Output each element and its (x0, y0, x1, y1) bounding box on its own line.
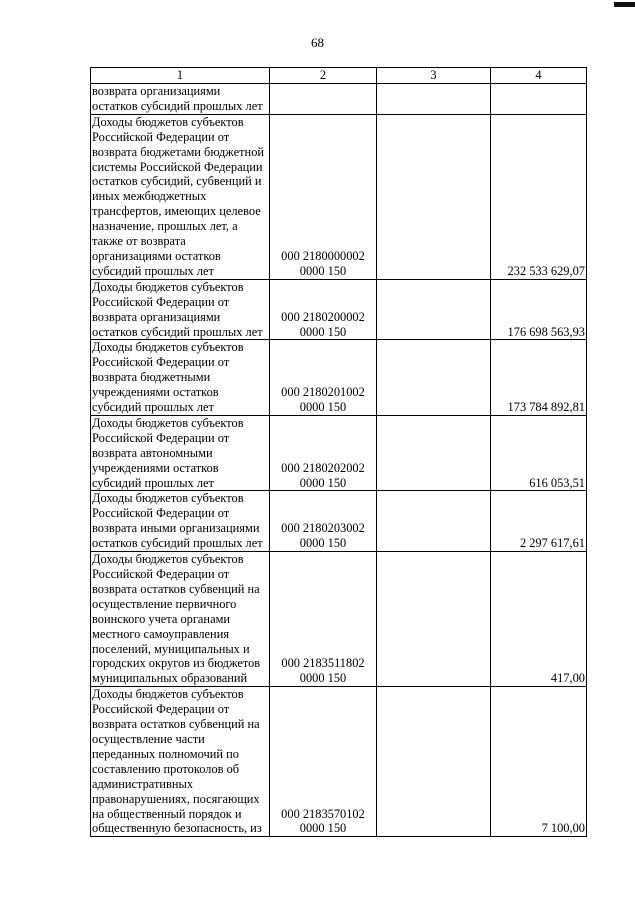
row-name: Доходы бюджетов субъектов Российской Федерации от возврата автономными учреждениями остатков субсидий прошлых лет (91, 415, 270, 491)
table-row (91, 279, 587, 340)
row-name: Доходы бюджетов субъектов Российской Федерации от возврата остатков субвенций на осуществление части переданных полномочий по составлению протоколов об административных правонарушениях, посягающих на общественный порядок и общественную безопасность, из (91, 687, 270, 837)
row-col3 (377, 279, 491, 340)
row-col3 (377, 687, 491, 837)
row-col3 (377, 415, 491, 491)
header-col-1: 1 (91, 68, 270, 84)
row-name: Доходы бюджетов субъектов Российской Федерации от возврата иными организациями остатков субсидий прошлых лет (91, 491, 270, 552)
row-name: Доходы бюджетов субъектов Российской Федерации от возврата бюджетами бюджетной системы Российской Федерации остатков субсидий, субвенций и иных межбюджетных трансфертов, имеющих целевое назначение, прошлых лет, а также от возврата организациями остатков субсидий прошлых лет (91, 114, 270, 279)
table-row (91, 552, 587, 687)
row-name: возврата организациями остатков субсидий прошлых лет (91, 84, 270, 115)
row-code: 000 2180201002 0000 150 (270, 340, 377, 416)
row-amount: 616 053,51 (491, 415, 587, 491)
row-code: 000 2183511802 0000 150 (270, 552, 377, 687)
row-amount: 176 698 563,93 (491, 279, 587, 340)
header-row (91, 68, 587, 84)
table-row (91, 114, 587, 279)
header-col-2: 2 (270, 68, 377, 84)
table-row (91, 687, 587, 837)
table-row (91, 84, 587, 115)
row-name: Доходы бюджетов субъектов Российской Федерации от возврата организациями остатков субсидий прошлых лет (91, 279, 270, 340)
row-code: 000 2180000002 0000 150 (270, 114, 377, 279)
row-amount: 173 784 892,81 (491, 340, 587, 416)
scan-corner-mark (614, 2, 635, 7)
row-col3 (377, 491, 491, 552)
table-row (91, 491, 587, 552)
row-amount (491, 84, 587, 115)
row-code (270, 84, 377, 115)
header-col-3: 3 (377, 68, 491, 84)
row-col3 (377, 552, 491, 687)
row-code: 000 2180202002 0000 150 (270, 415, 377, 491)
page-number: 68 (311, 35, 324, 50)
row-code: 000 2180200002 0000 150 (270, 279, 377, 340)
row-col3 (377, 340, 491, 416)
row-col3 (377, 114, 491, 279)
row-amount: 232 533 629,07 (491, 114, 587, 279)
row-col3 (377, 84, 491, 115)
row-amount: 7 100,00 (491, 687, 587, 837)
row-code: 000 2180203002 0000 150 (270, 491, 377, 552)
row-amount: 417,00 (491, 552, 587, 687)
row-name: Доходы бюджетов субъектов Российской Федерации от возврата бюджетными учреждениями остатков субсидий прошлых лет (91, 340, 270, 416)
row-code: 000 2183570102 0000 150 (270, 687, 377, 837)
row-amount: 2 297 617,61 (491, 491, 587, 552)
table-row (91, 340, 587, 416)
row-name: Доходы бюджетов субъектов Российской Федерации от возврата остатков субвенций на осуществление первичного воинского учета органами местного самоуправления поселений, муниципальных и городских округов из бюджетов муниципальных образований (91, 552, 270, 687)
table-row (91, 415, 587, 491)
header-col-4: 4 (491, 68, 587, 84)
revenue-table (90, 67, 587, 837)
